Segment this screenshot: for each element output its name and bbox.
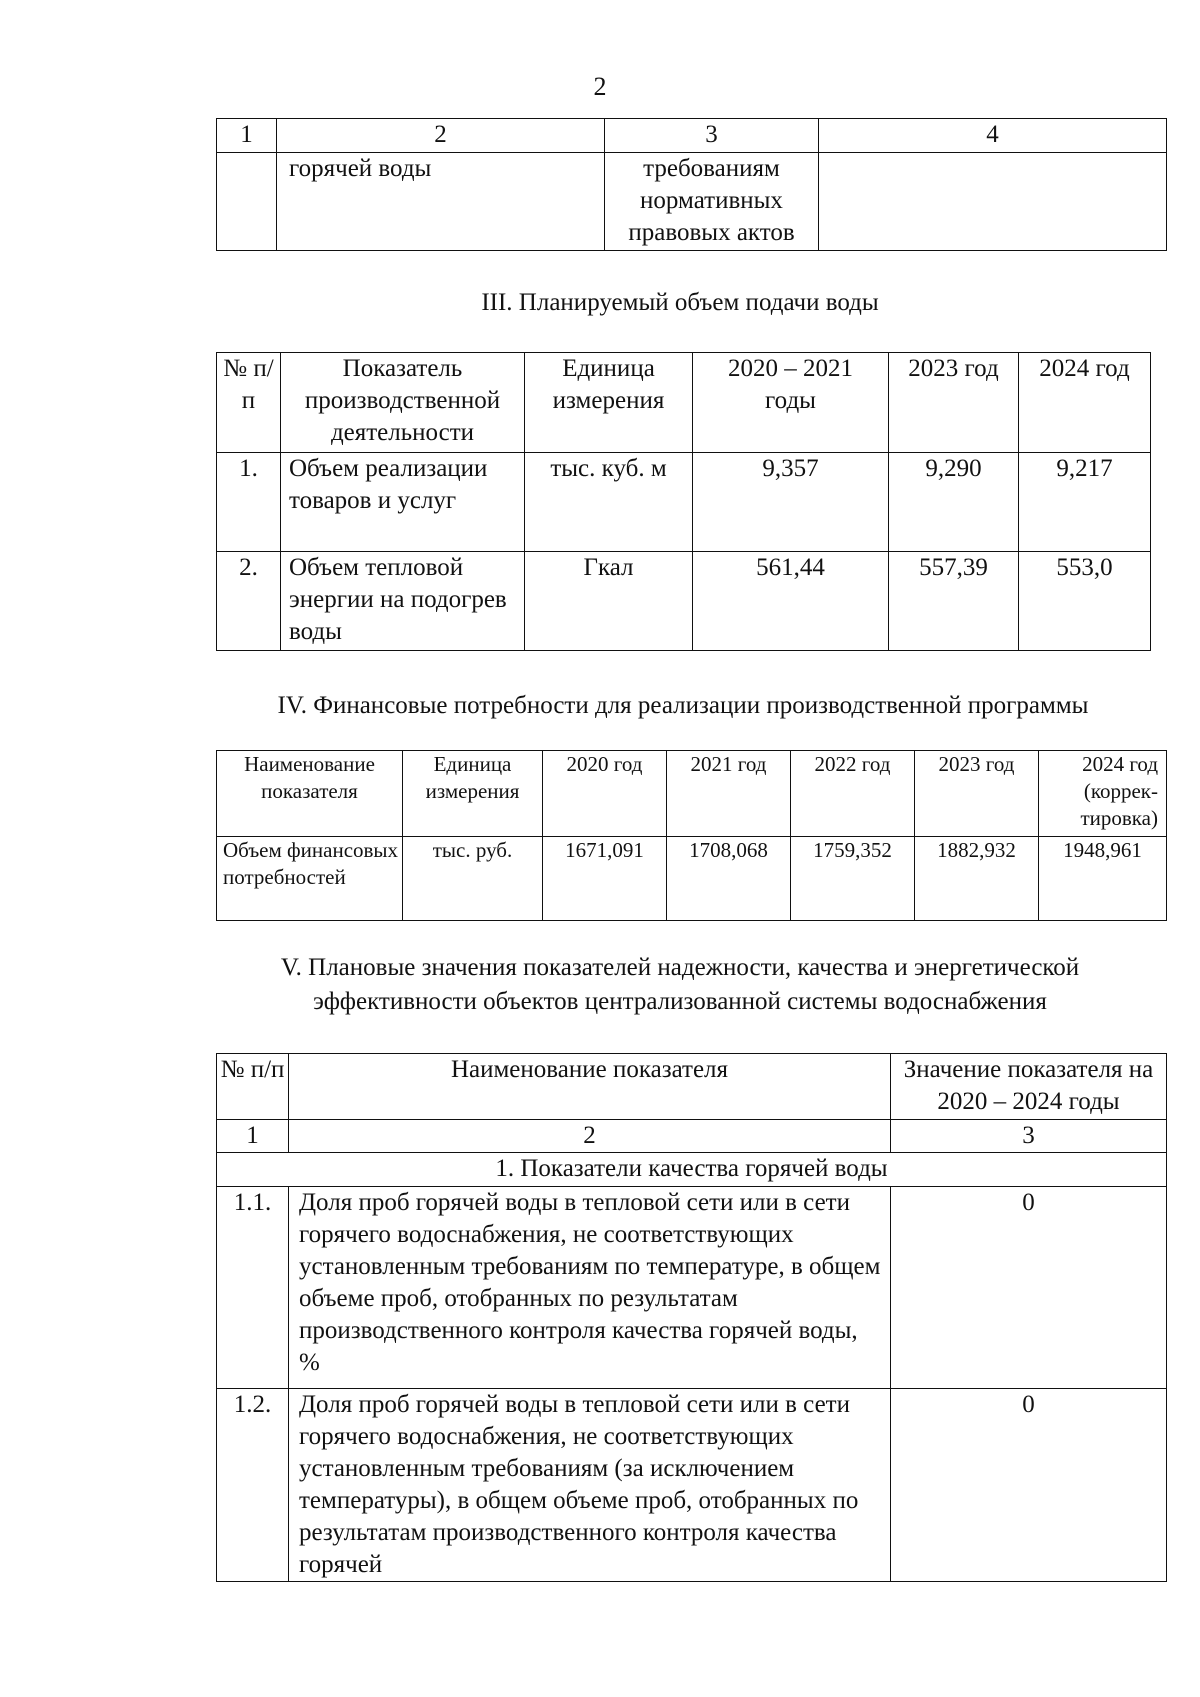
header-num: № п/п: [217, 353, 281, 453]
column-index-1: 1: [217, 1120, 289, 1153]
row-name: Объем финансовых потребностей: [217, 837, 403, 921]
row-value: 1671,091: [543, 837, 667, 921]
section-4-title: IV. Финансовые потребности для реализации производственной программы: [277, 692, 1089, 719]
section-5-title-line-1: V. Плановые значения показателей надежности, качества и энергетической: [280, 954, 1080, 981]
row-num: 1.1.: [217, 1187, 289, 1389]
column-index-3: 3: [605, 119, 819, 153]
row-value: 9,357: [693, 453, 889, 552]
row-num: 1.2.: [217, 1389, 289, 1582]
row-name: Доля проб горячей воды в тепловой сети или в сети горячего водоснабжения, не соответствующих установленным требованиям по температуре, в общем объеме проб, отобранных по результатам производственного контроля качества горячей воды, %: [289, 1187, 891, 1389]
table-row: [217, 1187, 1167, 1389]
row-value: 0: [891, 1389, 1167, 1582]
table-row: [217, 453, 1151, 552]
header-2020: 2020 год: [543, 751, 667, 837]
row-value: 553,0: [1019, 552, 1151, 651]
header-2020-2021: 2020 – 2021 годы: [693, 353, 889, 453]
section-3-title: III. Планируемый объем подачи воды: [481, 289, 879, 316]
column-index-2: 2: [289, 1120, 891, 1153]
column-index-2: 2: [277, 119, 605, 153]
table-cell: [819, 153, 1167, 251]
table-cell: требованиям нормативных правовых актов: [605, 153, 819, 251]
row-value: 1948,961: [1039, 837, 1167, 921]
header-indicator-name: Наименование показателя: [217, 751, 403, 837]
continuation-table: [216, 118, 1167, 251]
financial-needs-table: [216, 750, 1167, 921]
header-2022: 2022 год: [791, 751, 915, 837]
row-unit: Гкал: [525, 552, 693, 651]
header-2023: 2023 год: [915, 751, 1039, 837]
table-row: [217, 837, 1167, 921]
group-header: 1. Показатели качества горячей воды: [217, 1153, 1167, 1187]
header-2024: 2024 год: [1019, 353, 1151, 453]
row-value: 0: [891, 1187, 1167, 1389]
header-unit: Единица измерения: [403, 751, 543, 837]
row-value: 557,39: [889, 552, 1019, 651]
column-index-4: 4: [819, 119, 1167, 153]
row-value: 9,217: [1019, 453, 1151, 552]
row-value: 9,290: [889, 453, 1019, 552]
header-indicator: Показатель производственной деятельности: [281, 353, 525, 453]
header-2023: 2023 год: [889, 353, 1019, 453]
table-row: [217, 552, 1151, 651]
header-indicator-name: Наименование показателя: [289, 1054, 891, 1120]
column-index-1: 1: [217, 119, 277, 153]
header-2021: 2021 год: [667, 751, 791, 837]
header-unit: Единица измерения: [525, 353, 693, 453]
reliability-indicators-table: [216, 1053, 1167, 1582]
page-number: 2: [593, 72, 607, 101]
row-value: 561,44: [693, 552, 889, 651]
row-unit: тыс. руб.: [403, 837, 543, 921]
row-name: Объем тепловой энергии на подогрев воды: [281, 552, 525, 651]
row-name: Доля проб горячей воды в тепловой сети или в сети горячего водоснабжения, не соответствующих установленным требованиям (за исключением температуры), в общем объеме проб, отобранных по результатам производственного контроля качества горячей: [289, 1389, 891, 1582]
row-num: 1.: [217, 453, 281, 552]
row-value: 1759,352: [791, 837, 915, 921]
header-2024: 2024 год (коррек-тировка): [1039, 751, 1167, 837]
row-value: 1882,932: [915, 837, 1039, 921]
row-num: 2.: [217, 552, 281, 651]
header-num: № п/п: [217, 1054, 289, 1120]
table-row: [217, 1389, 1167, 1582]
row-unit: тыс. куб. м: [525, 453, 693, 552]
column-index-3: 3: [891, 1120, 1167, 1153]
header-value: Значение показателя на 2020 – 2024 годы: [891, 1054, 1167, 1120]
row-name: Объем реализации товаров и услуг: [281, 453, 525, 552]
row-value: 1708,068: [667, 837, 791, 921]
table-cell: [217, 153, 277, 251]
water-supply-table: [216, 352, 1151, 651]
table-cell: горячей воды: [277, 153, 605, 251]
section-5-title-line-2: эффективности объектов централизованной системы водоснабжения: [313, 988, 1047, 1015]
